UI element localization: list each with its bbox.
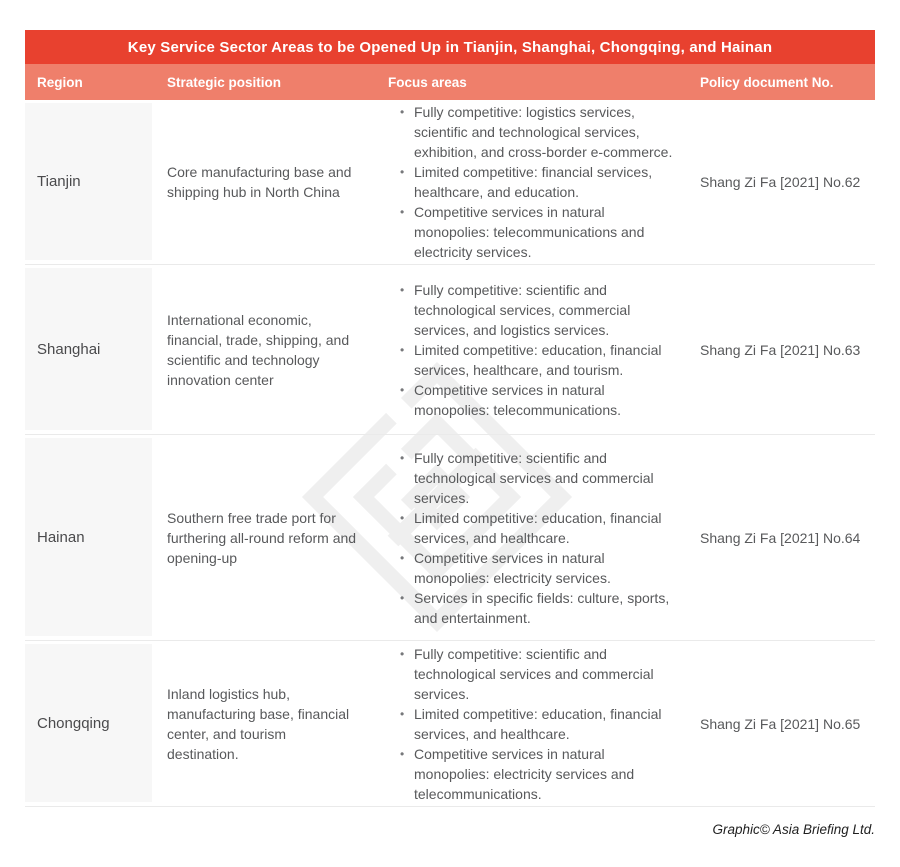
column-header-region: Region: [37, 74, 83, 90]
policy-table: [25, 30, 875, 807]
graphic-credit: Graphic© Asia Briefing Ltd.: [712, 822, 875, 837]
list-item: • Limited competitive: education, financial services, healthcare, and tourism.: [414, 340, 678, 380]
policy-document-no: Shang Zi Fa [2021] No.64: [700, 529, 861, 546]
table-row: [25, 100, 875, 265]
list-item: • Services in specific fields: culture, sports, and entertainment.: [414, 588, 678, 628]
focus-areas-list: [388, 280, 678, 420]
strategic-position: Inland logistics hub, manufacturing base, financial center, and tourism destination.: [167, 685, 350, 762]
region-name: Shanghai: [25, 268, 152, 430]
policy-document-no: Shang Zi Fa [2021] No.63: [700, 341, 861, 358]
list-item: • Limited competitive: education, financial services, and healthcare.: [414, 508, 678, 548]
list-item: • Limited competitive: education, financial services, and healthcare.: [414, 704, 678, 744]
focus-areas-cell: [380, 448, 690, 628]
list-item: • Fully competitive: scientific and technological services and commercial services.: [414, 644, 678, 704]
table-row: [25, 641, 875, 807]
focus-areas-list: [388, 448, 678, 628]
table-row: [25, 435, 875, 641]
table-header-row: [25, 64, 875, 100]
focus-areas-list: [388, 102, 678, 262]
strategic-position: International economic, financial, trade, shipping, and scientific and technology innovation center: [167, 311, 350, 388]
region-name: Chongqing: [25, 644, 152, 802]
strategic-position: Southern free trade port for furthering all-round reform and opening-up: [167, 509, 357, 566]
focus-areas-list: [388, 644, 678, 804]
list-item: • Fully competitive: scientific and technological services, commercial services, and logistics services.: [414, 280, 678, 340]
list-item: • Competitive services in natural monopolies: telecommunications and electricity services.: [414, 202, 678, 262]
strategic-position: Core manufacturing base and shipping hub in North China: [167, 164, 352, 200]
column-header-policy: Policy document No.: [700, 74, 834, 90]
focus-areas-cell: [380, 102, 690, 262]
list-item: • Fully competitive: scientific and technological services and commercial services.: [414, 448, 678, 508]
focus-areas-cell: [380, 644, 690, 804]
list-item: • Fully competitive: logistics services, scientific and technological services, exhibition, and cross-border e-commerce.: [414, 102, 678, 162]
column-header-focus: Focus areas: [388, 74, 467, 90]
list-item: • Competitive services in natural monopolies: electricity services.: [414, 548, 678, 588]
focus-areas-cell: [380, 280, 690, 420]
table-row: [25, 265, 875, 435]
table-title: Key Service Sector Areas to be Opened Up in Tianjin, Shanghai, Chongqing, and Hainan: [25, 30, 875, 64]
list-item: • Competitive services in natural monopolies: electricity services and telecommunications.: [414, 744, 678, 804]
list-item: • Limited competitive: financial services, healthcare, and education.: [414, 162, 678, 202]
region-name: Tianjin: [25, 103, 152, 260]
policy-document-no: Shang Zi Fa [2021] No.65: [700, 715, 861, 732]
policy-document-no: Shang Zi Fa [2021] No.62: [700, 174, 861, 190]
region-name: Hainan: [25, 438, 152, 636]
list-item: • Competitive services in natural monopolies: telecommunications.: [414, 380, 678, 420]
column-header-strategic: Strategic position: [167, 74, 282, 90]
